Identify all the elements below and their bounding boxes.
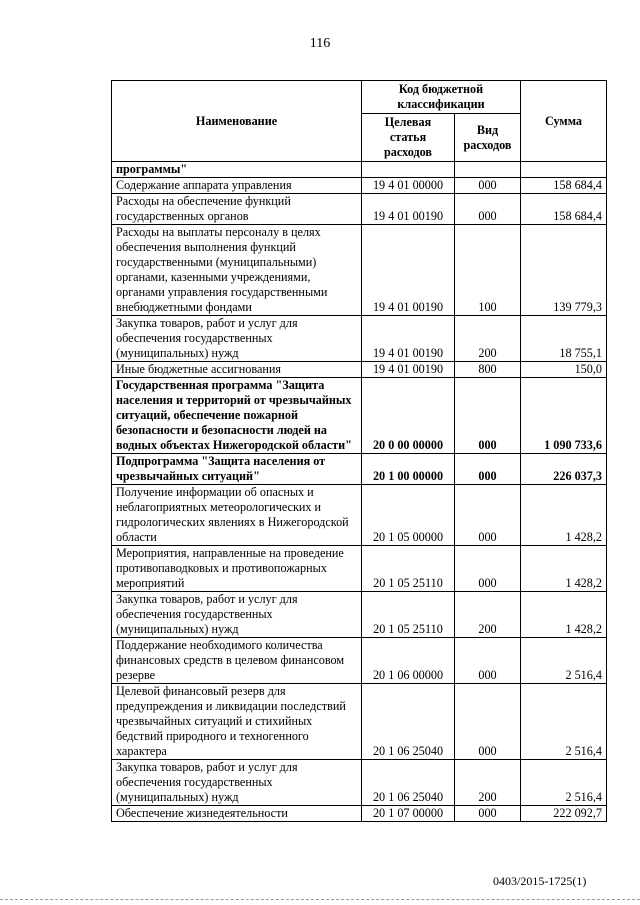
document-code: 0403/2015-1725(1) [493, 874, 587, 888]
table-row [112, 178, 607, 194]
row-sum: 222 092,7 [521, 806, 607, 822]
header-code-group: Код бюджетной классификации [362, 81, 521, 114]
row-sum: 1 428,2 [521, 485, 607, 546]
row-name: Расходы на обеспечение функций государственных органов [112, 194, 362, 225]
row-sum [521, 162, 607, 178]
row-name: Получение информации об опасных и неблагоприятных метеорологических и гидрологических явлениях в Нижегородской области [112, 485, 362, 546]
row-code: 19 4 01 00190 [362, 316, 455, 362]
table-row [112, 546, 607, 592]
row-type: 000 [455, 178, 521, 194]
row-name: Закупка товаров, работ и услуг для обеспечения государственных (муниципальных) нужд [112, 760, 362, 806]
row-sum: 2 516,4 [521, 684, 607, 760]
header-sum: Сумма [521, 81, 607, 162]
row-type: 000 [455, 546, 521, 592]
row-code: 19 4 01 00000 [362, 178, 455, 194]
row-code: 20 1 05 00000 [362, 485, 455, 546]
header-name: Наименование [112, 81, 362, 162]
row-code: 20 1 05 25110 [362, 592, 455, 638]
row-sum: 158 684,4 [521, 178, 607, 194]
row-name: Подпрограмма "Защита населения от чрезвычайных ситуаций" [112, 454, 362, 485]
row-type: 000 [455, 638, 521, 684]
row-name: программы" [112, 162, 362, 178]
row-sum: 18 755,1 [521, 316, 607, 362]
row-code: 20 1 06 25040 [362, 760, 455, 806]
row-type: 200 [455, 760, 521, 806]
row-sum: 1 090 733,6 [521, 378, 607, 454]
budget-table [111, 80, 607, 822]
table-row [112, 362, 607, 378]
table-row [112, 760, 607, 806]
row-type: 200 [455, 592, 521, 638]
row-sum: 2 516,4 [521, 760, 607, 806]
row-name: Расходы на выплаты персоналу в целях обеспечения выполнения функций государственными (муниципальными) органами, казенными учреждениями, органами управления государственными внебюджетными фондами [112, 225, 362, 316]
row-type: 000 [455, 806, 521, 822]
row-code: 19 4 01 00190 [362, 194, 455, 225]
header-code-type: Вид расходов [455, 114, 521, 162]
row-type: 000 [455, 485, 521, 546]
row-sum: 1 428,2 [521, 592, 607, 638]
row-sum: 1 428,2 [521, 546, 607, 592]
row-name: Иные бюджетные ассигнования [112, 362, 362, 378]
row-code: 20 1 06 00000 [362, 638, 455, 684]
row-type: 000 [455, 378, 521, 454]
row-code: 19 4 01 00190 [362, 225, 455, 316]
scan-edge-divider [0, 899, 640, 900]
row-code: 20 1 07 00000 [362, 806, 455, 822]
table-row [112, 806, 607, 822]
row-code [362, 162, 455, 178]
table-row [112, 316, 607, 362]
row-sum: 158 684,4 [521, 194, 607, 225]
row-type: 000 [455, 194, 521, 225]
row-type: 200 [455, 316, 521, 362]
row-name: Поддержание необходимого количества финансовых средств в целевом финансовом резерве [112, 638, 362, 684]
row-type: 000 [455, 684, 521, 760]
row-name: Государственная программа "Защита населения и территорий от чрезвычайных ситуаций, обеспечение пожарной безопасности и безопасности людей на водных объектах Нижегородской области" [112, 378, 362, 454]
table-row [112, 638, 607, 684]
row-sum: 139 779,3 [521, 225, 607, 316]
table-row [112, 684, 607, 760]
table-row [112, 454, 607, 485]
row-type: 800 [455, 362, 521, 378]
table-row [112, 194, 607, 225]
row-sum: 2 516,4 [521, 638, 607, 684]
table-row [112, 378, 607, 454]
row-code: 20 0 00 00000 [362, 378, 455, 454]
row-code: 19 4 01 00190 [362, 362, 455, 378]
row-code: 20 1 06 25040 [362, 684, 455, 760]
table-row [112, 225, 607, 316]
row-sum: 226 037,3 [521, 454, 607, 485]
row-name: Обеспечение жизнедеятельности [112, 806, 362, 822]
header-code-target: Целевая статья расходов [362, 114, 455, 162]
row-name: Закупка товаров, работ и услуг для обеспечения государственных (муниципальных) нужд [112, 316, 362, 362]
page-number: 116 [309, 36, 331, 51]
row-type [455, 162, 521, 178]
row-name: Целевой финансовый резерв для предупреждения и ликвидации последствий чрезвычайных ситуаций и стихийных бедствий природного и техногенного характера [112, 684, 362, 760]
row-type: 100 [455, 225, 521, 316]
row-code: 20 1 00 00000 [362, 454, 455, 485]
row-name: Мероприятия, направленные на проведение противопаводковых и противопожарных мероприятий [112, 546, 362, 592]
row-name: Закупка товаров, работ и услуг для обеспечения государственных (муниципальных) нужд [112, 592, 362, 638]
row-code: 20 1 05 25110 [362, 546, 455, 592]
table-row [112, 485, 607, 546]
table-row [112, 592, 607, 638]
row-sum: 150,0 [521, 362, 607, 378]
table-row [112, 162, 607, 178]
row-type: 000 [455, 454, 521, 485]
row-name: Содержание аппарата управления [112, 178, 362, 194]
